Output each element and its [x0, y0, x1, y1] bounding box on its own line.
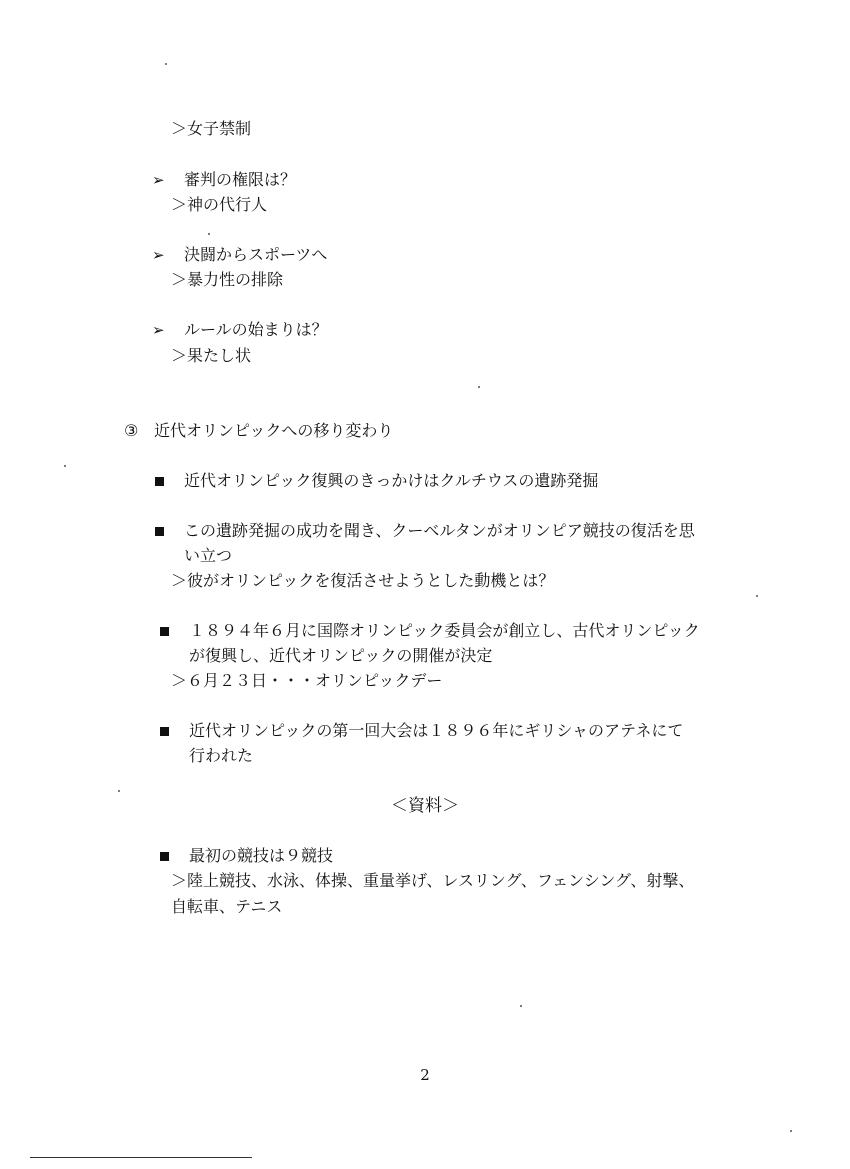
scan-speck — [165, 63, 167, 65]
item-first-games-line1: 近代オリンピックの第一回大会は１８９６年にギリシャのアテネにて — [189, 721, 684, 740]
bullet-duel-to-sport: 決闘からスポーツへ — [184, 245, 328, 264]
item-revival-trigger: 近代オリンピック復興のきっかけはクルチウスの遺跡発掘 — [184, 471, 599, 490]
arrow-bullet-icon: ➢ — [152, 171, 165, 189]
square-bullet-icon — [160, 727, 169, 736]
sub-point-god-representative: ＞神の代行人 — [171, 195, 268, 214]
scan-speck — [64, 465, 66, 467]
bullet-rules-origin: ルールの始まりは？ — [184, 320, 328, 339]
sub-point-olympic-day: ＞６月２３日・・・オリンピックデー — [171, 671, 443, 690]
bullet-referee-authority: 審判の権限は？ — [184, 170, 297, 189]
item-coubertin-line1: この遺跡発掘の成功を聞き、クーベルタンがオリンピア競技の復活を思 — [184, 521, 695, 540]
sub-point-motivation: ＞彼がオリンピックを復活させようとした動機とは？ — [171, 571, 555, 590]
scan-speck — [520, 1005, 522, 1007]
square-bullet-icon — [155, 477, 164, 486]
square-bullet-icon — [160, 627, 169, 636]
arrow-bullet-icon: ➢ — [152, 246, 165, 264]
sub-point-challenge-letter: ＞果たし状 — [171, 346, 252, 365]
item-coubertin-line2: い立つ — [184, 546, 233, 565]
scan-speck — [790, 1130, 792, 1132]
scan-speck — [478, 386, 480, 388]
footer-rule — [30, 1157, 252, 1158]
scan-speck — [118, 790, 120, 792]
material-heading: ＜資料＞ — [391, 796, 459, 816]
arrow-bullet-icon: ➢ — [152, 321, 165, 339]
item-first-games-line2: 行われた — [189, 746, 254, 765]
item-ioc-founding-line2: が復興し、近代オリンピックの開催が決定 — [189, 646, 493, 665]
scan-speck — [756, 595, 758, 597]
section-number-marker: ③ — [124, 421, 139, 440]
sub-point-women-prohibited: ＞女子禁制 — [171, 119, 252, 138]
sub-point-events-list-line2: 自転車、テニス — [171, 897, 283, 916]
item-first-events: 最初の競技は９競技 — [189, 846, 334, 865]
page-number: 2 — [420, 1066, 430, 1084]
sub-point-violence-exclusion: ＞暴力性の排除 — [171, 270, 284, 289]
scan-speck — [208, 233, 210, 235]
sub-point-events-list-line1: ＞陸上競技、水泳、体操、重量挙げ、レスリング、フェンシング、射撃、 — [171, 871, 695, 890]
item-ioc-founding-line1: １８９４年６月に国際オリンピック委員会が創立し、古代オリンピック — [189, 621, 700, 640]
square-bullet-icon — [160, 852, 169, 861]
section-title: 近代オリンピックへの移り変わり — [154, 421, 394, 440]
square-bullet-icon — [155, 527, 164, 536]
